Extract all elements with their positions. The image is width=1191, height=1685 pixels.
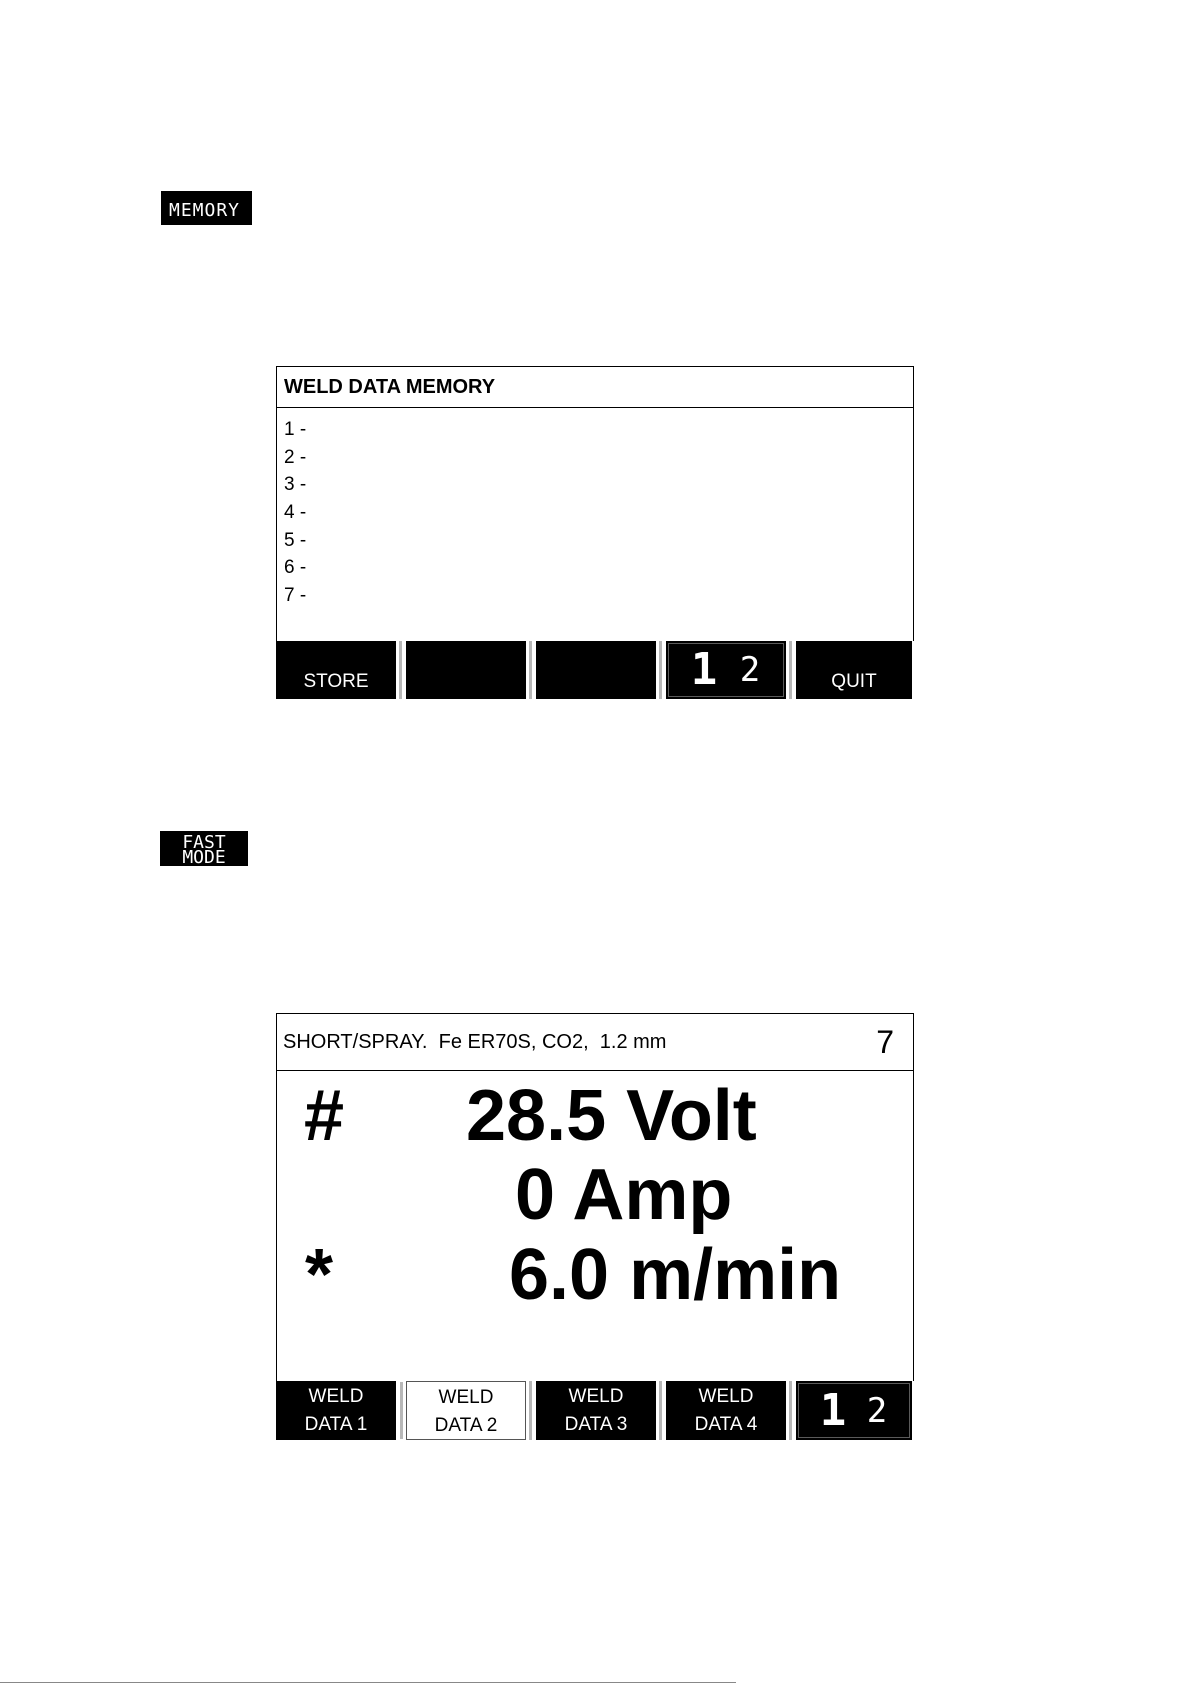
softkey-label-line-1: WELD: [568, 1386, 624, 1407]
fast-mode-label-line-1: FAST: [182, 831, 226, 853]
current-page-number: 1: [819, 1384, 847, 1436]
page-indicator-softkey[interactable]: [666, 641, 786, 699]
memory-slot-7[interactable]: 7 -: [284, 585, 307, 607]
softkey-label-line-2: DATA 3: [564, 1414, 628, 1435]
softkey-label-line-1: WELD: [698, 1386, 754, 1407]
weld-data-4-softkey[interactable]: [666, 1381, 786, 1440]
weld-data-2-softkey[interactable]: [406, 1381, 526, 1440]
softkey-label-line-1: WELD: [438, 1387, 494, 1408]
memory-slot-list: [277, 408, 913, 610]
memory-slot-1[interactable]: 1 -: [284, 419, 307, 440]
screen-title: WELD DATA MEMORY: [284, 375, 496, 398]
softkey-label: [407, 1384, 525, 1440]
screen-header: [277, 1014, 913, 1071]
next-page-number: 2: [866, 1390, 888, 1431]
softkey-bar: [276, 1381, 912, 1440]
voltage-reading: 28.5 Volt: [466, 1076, 757, 1156]
page-footer-rule: [0, 1682, 736, 1683]
current-page-number: 1: [690, 644, 718, 695]
weld-data-1-softkey[interactable]: [276, 1381, 396, 1440]
fast-mode-label-line-2: MODE: [182, 846, 226, 868]
program-number: 7: [876, 1023, 894, 1060]
softkey-label: [276, 1383, 396, 1439]
quit-softkey[interactable]: [796, 641, 912, 699]
softkey-label: [666, 1383, 786, 1439]
weld-data-3-softkey[interactable]: [536, 1381, 656, 1440]
wire-speed-marker: *: [305, 1235, 334, 1315]
wire-speed-reading: 6.0 m/min: [509, 1235, 842, 1315]
process-info: SHORT/SPRAY. Fe ER70S, CO2, 1.2 mm: [283, 1030, 667, 1053]
screen-header: [277, 367, 913, 408]
memory-button-label: MEMORY: [168, 199, 241, 221]
memory-slot-3[interactable]: 3 -: [284, 474, 307, 496]
softkey-label-line-2: DATA 2: [434, 1415, 498, 1436]
next-page-number: 2: [739, 650, 761, 690]
softkey-label-line-1: WELD: [308, 1386, 364, 1407]
softkey-label: STORE: [303, 671, 369, 692]
weld-data-memory-screen: [276, 366, 914, 641]
memory-slot-4[interactable]: 4 -: [284, 502, 307, 524]
current-reading: 0 Amp: [515, 1155, 733, 1235]
store-softkey[interactable]: [276, 641, 396, 699]
memory-slot-6[interactable]: 6 -: [284, 557, 307, 579]
softkey-label: [536, 1383, 656, 1439]
fast-mode-button-icon[interactable]: [160, 831, 248, 866]
fast-mode-screen: [276, 1013, 914, 1381]
softkey-label: QUIT: [831, 671, 877, 692]
softkey-3[interactable]: [536, 641, 656, 699]
softkey-label-line-2: DATA 1: [304, 1414, 368, 1435]
voltage-marker: #: [304, 1076, 345, 1156]
softkey-2[interactable]: [406, 641, 526, 699]
page-indicator-softkey[interactable]: [796, 1381, 912, 1440]
memory-button-icon[interactable]: [161, 191, 252, 225]
softkey-label-line-2: DATA 4: [694, 1414, 758, 1435]
memory-slot-5[interactable]: 5 -: [284, 529, 307, 551]
softkey-bar: [276, 641, 912, 699]
memory-slot-2[interactable]: 2 -: [284, 446, 307, 468]
